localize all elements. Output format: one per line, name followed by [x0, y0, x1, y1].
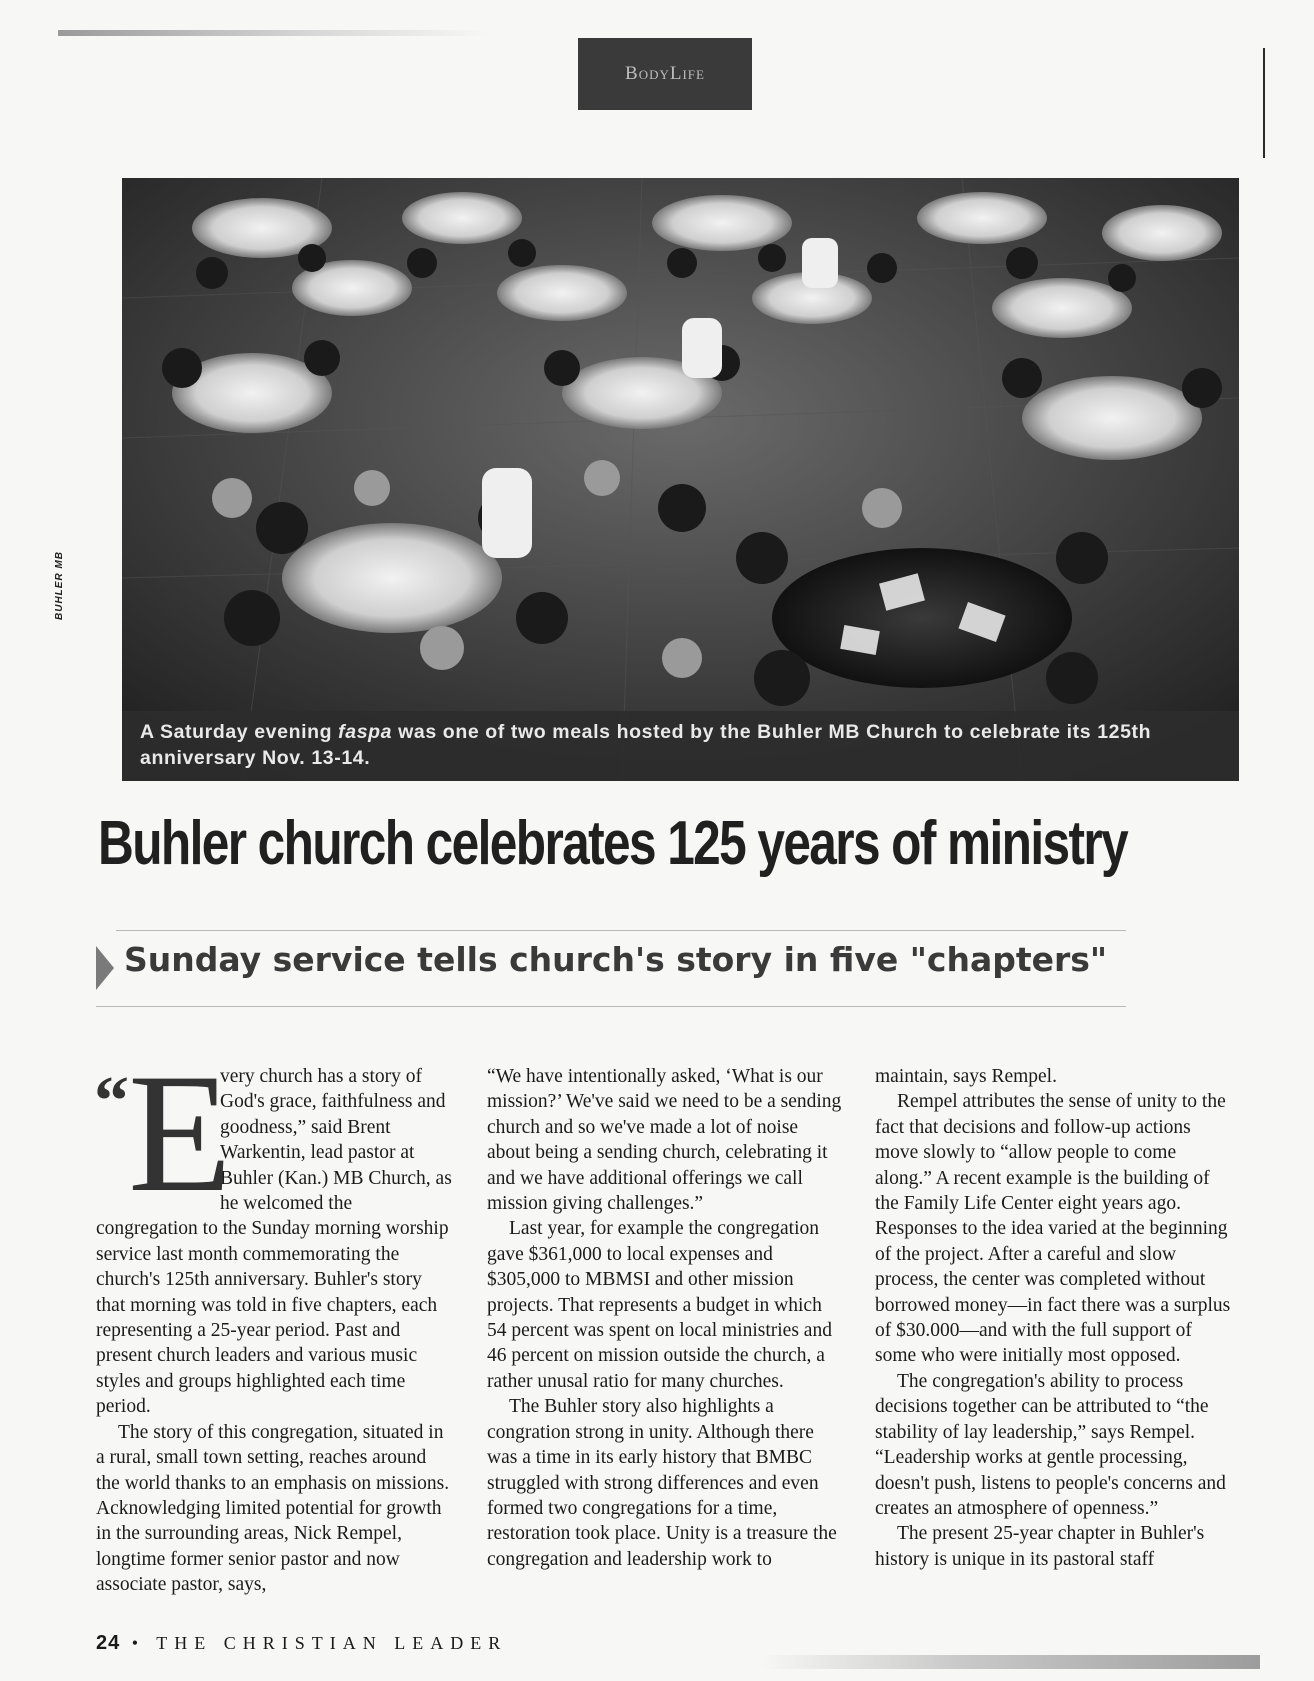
banquet-hall-photo-illustration: [122, 178, 1239, 781]
paragraph: “We have intentionally asked, ‘What is our mission?’ We've said we need to be a sending church and so we've made a lot of noise about being a sending church, celebrating it and we have additional offerings we call mission giving challenges.”: [487, 1066, 842, 1215]
deck-bottom-rule: [96, 1006, 1126, 1007]
photo-credit: BUHLER MB: [54, 551, 65, 620]
event-photo: [122, 178, 1239, 781]
caption-text-start: A Saturday evening: [140, 721, 339, 743]
right-decorative-rule: [1263, 48, 1265, 158]
paragraph: The Buhler story also highlights a congration strong in unity. Although there was a time in its early history that BMBC struggled with strong differences and even formed two congregations for a time, restoration took place. Unity is a treasure the congregation and leadership work to: [487, 1396, 837, 1570]
drop-cap-letter: E: [128, 1039, 232, 1227]
bottom-decorative-rule: [760, 1655, 1260, 1669]
drop-cap: [94, 1039, 232, 1227]
caption-italic-term: faspa: [338, 721, 393, 743]
article-column-2: [487, 1064, 843, 1572]
deck-top-rule: [116, 930, 1126, 931]
paragraph: The story of this congregation, situated in a rural, small town setting, reaches around the world thanks to an emphasis on missions. Acknowledging limited potential for growth in the surrounding areas, Nick Rempel, longtime former senior pastor and now associate pastor, says,: [96, 1421, 450, 1596]
article-column-3: [875, 1064, 1231, 1572]
caption-text-end: was one of two meals hosted by the Buhler MB Church to celebrate its 125th anniversary Nov. 13-14.: [140, 721, 1152, 769]
deck-arrow-icon: [96, 946, 114, 990]
publication-name: THE CHRISTIAN LEADER: [156, 1633, 508, 1653]
top-decorative-rule: [58, 30, 488, 36]
page-number: 24: [96, 1632, 121, 1654]
drop-cap-quote: “: [94, 1063, 129, 1140]
headline: Buhler church celebrates 125 years of ministry: [98, 809, 1128, 878]
photo-caption-bar: [122, 711, 1239, 781]
footer-separator: •: [131, 1633, 146, 1653]
paragraph: very church has a story of God's grace, faithfulness and goodness,” said Brent Warkentin, lead pastor at Buhler (Kan.) MB Church, as he welcomed the congregation to the Sunday morning worship service last month commemorating the church's 125th anniversary. Buhler's story that morning was told in five chapters, each representing a 25-year period. Past and present church leaders and various music styles and groups highlighted each time period.: [96, 1066, 452, 1418]
paragraph: The present 25-year chapter in Buhler's history is unique in its pastoral staff: [875, 1523, 1205, 1570]
paragraph: maintain, says Rempel.: [875, 1066, 1057, 1087]
paragraph: Rempel attributes the sense of unity to the fact that decisions and follow-up actions move slowly to “allow people to come along.” A recent example is the building of the Family Life Center eight years ago. Responses to the idea varied at the beginning of the project. After a careful and slow process, the center was completed without borrowed money—in fact there was a surplus of $30.000—and with the full support of some who were initially most opposed.: [875, 1091, 1231, 1367]
deck-subheadline: Sunday service tells church's story in five "chapters": [124, 940, 1108, 979]
article-column-1: [94, 1039, 452, 1598]
paragraph: Last year, for example the congregation gave $361,000 to local expenses and $305,000 to MBMSI and other mission projects. That represents a budget in which 54 percent was spent on local ministries and 46 percent on mission outside the church, a rather unusal ratio for many churches.: [487, 1218, 832, 1392]
paragraph: The congregation's ability to process decisions together can be attributed to “the stability of lay leadership,” says Rempel. “Leadership works at gentle processing, doesn't push, listens to people's concerns and creates an atmosphere of openness.”: [875, 1370, 1226, 1519]
photo-caption: [140, 719, 1221, 771]
section-label: BodyLife: [625, 63, 705, 84]
page-footer: [96, 1632, 507, 1655]
deck-block: [96, 930, 1126, 1010]
section-label-box: [578, 38, 752, 110]
